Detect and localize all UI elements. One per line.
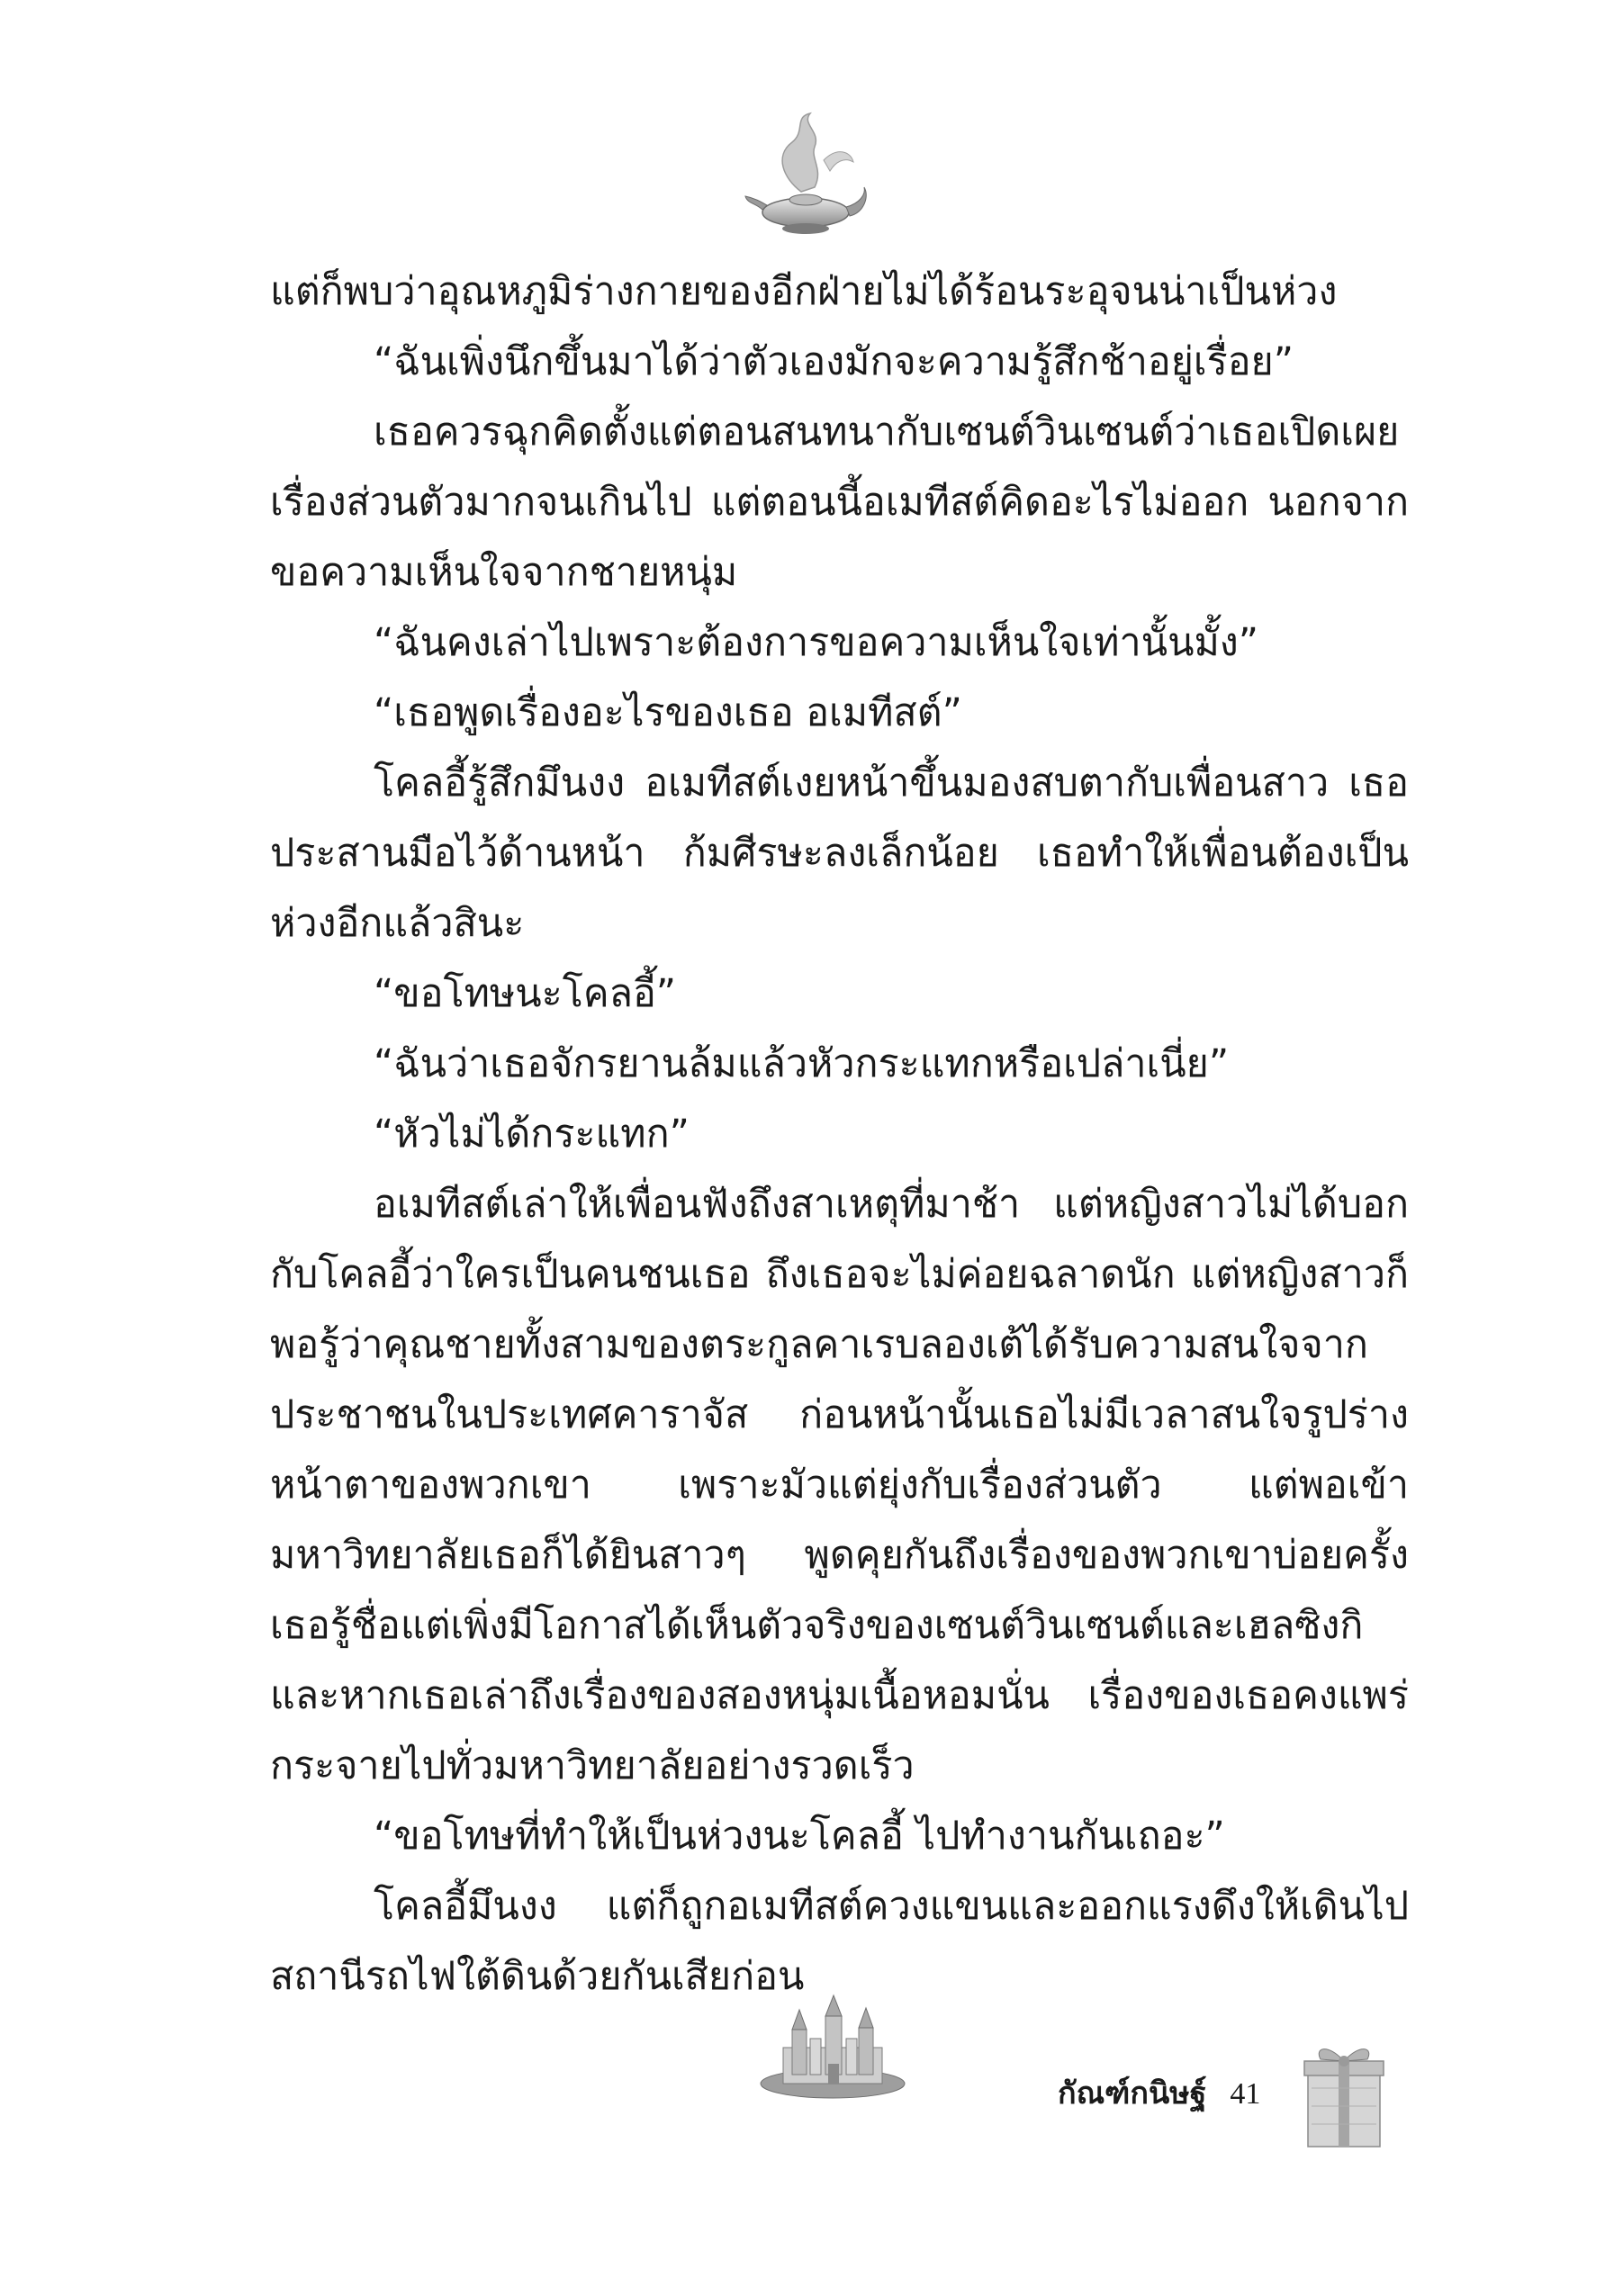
paragraph: โคลอี้รู้สึกมึนงง อเมทีสต์เงยหน้าขึ้นมองสบตากับเพื่อนสาว เธอประสานมือไว้ด้านหน้า ก้มศีรษะลงเล็กน้อย เธอทำให้เพื่อนต้องเป็นห่วงอีกแล้วสินะ: [270, 761, 1409, 946]
paragraph: “ฉันคงเล่าไปเพราะต้องการขอความเห็นใจเท่านั้นมั้ง”: [374, 620, 1259, 665]
paragraph: “ขอโทษนะโคลอี้”: [374, 971, 677, 1016]
page-number: 41: [1230, 2077, 1261, 2111]
paragraph: “หัวไม่ได้กระแทก”: [374, 1112, 690, 1157]
page-footer: [1058, 2068, 1260, 2122]
book-title: กัณฑ์กนิษฐ์: [1058, 2075, 1207, 2111]
genie-lamp-icon: [738, 106, 873, 241]
gift-box-icon: [1301, 2034, 1386, 2151]
paragraph: “เธอพูดเรื่องอะไรของเธอ อเมทีสต์”: [374, 690, 962, 735]
castle-icon: [756, 1994, 909, 2102]
body-text: [270, 257, 1409, 2012]
paragraph: โคลอี้มึนงง แต่ก็ถูกอเมทีสต์ควงแขนและออกแรงดึงให้เดินไปสถานีรถไฟใต้ดินด้วยกันเสียก่อน: [270, 1884, 1409, 1999]
paragraph: แต่ก็พบว่าอุณหภูมิร่างกายของอีกฝ่ายไม่ได้ร้อนระอุจนน่าเป็นห่วง: [270, 269, 1338, 314]
paragraph: “ขอโทษที่ทำให้เป็นห่วงนะโคลอี้ ไปทำงานกันเถอะ”: [374, 1814, 1225, 1859]
paragraph: เธอควรฉุกคิดตั้งแต่ตอนสนทนากับเซนต์วินเซนต์ว่าเธอเปิดเผยเรื่องส่วนตัวมากจนเกินไป แต่ตอนนี้อเมทีสต์คิดอะไรไม่ออก นอกจากขอความเห็นใจจากชายหนุ่ม: [270, 410, 1409, 595]
paragraph: “ฉันเพิ่งนึกขึ้นมาได้ว่าตัวเองมักจะความรู้สึกช้าอยู่เรื่อย”: [374, 339, 1294, 384]
paragraph: อเมทีสต์เล่าให้เพื่อนฟังถึงสาเหตุที่มาช้า แต่หญิงสาวไม่ได้บอกกับโคลอี้ว่าใครเป็นคนชนเธอ ถึงเธอจะไม่ค่อยฉลาดนัก แต่หญิงสาวก็พอรู้ว่าคุณชายทั้งสามของตระกูลคาเรบลองเต้ได้รับความสนใจจากประชาชนในประเทศคาราจัส ก่อนหน้านั้นเธอไม่มีเวลาสนใจรูปร่างหน้าตาของพวกเขา เพราะมัวแต่ยุ่งกับเรื่องส่วนตัว แต่พอเข้ามหาวิทยาลัยเธอก็ได้ยินสาวๆ พูดคุยกันถึงเรื่องของพวกเขาบ่อยครั้ง เธอรู้ชื่อแต่เพิ่งมีโอกาสได้เห็นตัวจริงของเซนต์วินเซนต์และเฮลซิงกิ และหากเธอเล่าถึงเรื่องของสองหนุ่มเนื้อหอมนั่น เรื่องของเธอคงแพร่กระจายไปทั่วมหาวิทยาลัยอย่างรวดเร็ว: [270, 1182, 1409, 1788]
paragraph: “ฉันว่าเธอจักรยานล้มแล้วหัวกระแทกหรือเปล่าเนี่ย”: [374, 1041, 1230, 1086]
